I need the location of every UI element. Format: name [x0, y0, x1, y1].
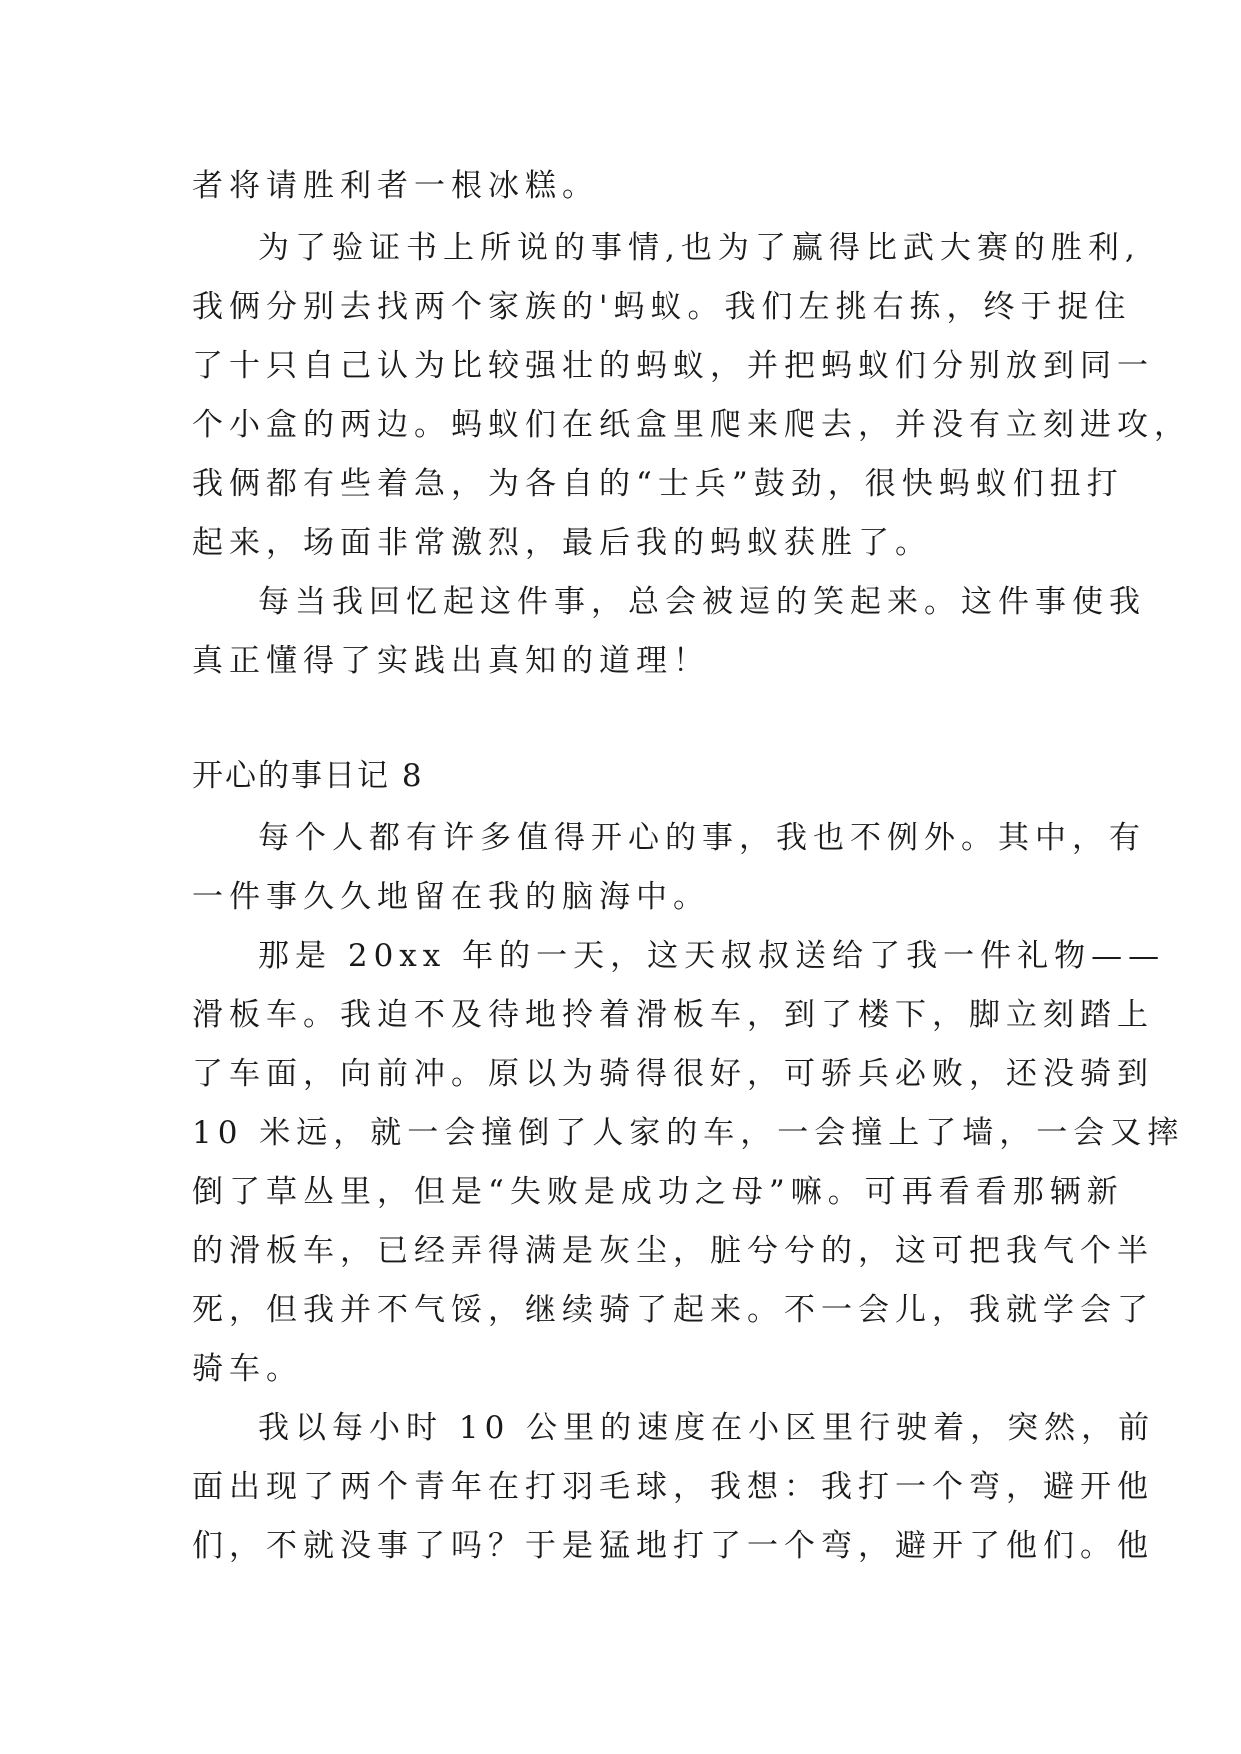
paragraph-line: 我俩都有些着急，为各自的“士兵”鼓劲，很快蚂蚁们扭打 — [192, 466, 1124, 502]
paragraph-line: 者将请胜利者一根冰糕。 — [192, 168, 599, 204]
paragraph-line: 个小盒的两边。蚂蚁们在纸盒里爬来爬去，并没有立刻进攻， — [192, 407, 1191, 443]
paragraph-line: 每当我回忆起这件事，总会被逗的笑起来。这件事使我 — [258, 584, 1146, 620]
paragraph-line: 我以每小时 10 公里的速度在小区里行驶着，突然，前 — [258, 1410, 1156, 1446]
paragraph-line: 了车面，向前冲。原以为骑得很好，可骄兵必败，还没骑到 — [192, 1056, 1154, 1092]
paragraph-line: 面出现了两个青年在打羽毛球，我想：我打一个弯，避开他 — [192, 1469, 1154, 1505]
paragraph-line: 一件事久久地留在我的脑海中。 — [192, 879, 710, 915]
paragraph-line: 的滑板车，已经弄得满是灰尘，脏兮兮的，这可把我气个半 — [192, 1233, 1154, 1269]
paragraph-line: 死，但我并不气馁，继续骑了起来。不一会儿，我就学会了 — [192, 1292, 1154, 1328]
paragraph-line: 倒了草丛里，但是“失败是成功之母”嘛。可再看看那辆新 — [192, 1174, 1124, 1210]
paragraph-line: 了十只自己认为比较强壮的蚂蚁，并把蚂蚁们分别放到同一 — [192, 348, 1154, 384]
paragraph-line: 每个人都有许多值得开心的事，我也不例外。其中，有 — [258, 820, 1146, 856]
paragraph-line: 们，不就没事了吗？于是猛地打了一个弯，避开了他们。他 — [192, 1528, 1154, 1564]
paragraph-line: 真正懂得了实践出真知的道理！ — [192, 643, 710, 679]
paragraph-line: 为了验证书上所说的事情,也为了赢得比武大赛的胜利, — [258, 230, 1141, 266]
paragraph-line: 那是 20xx 年的一天，这天叔叔送给了我一件礼物—— — [258, 938, 1166, 974]
paragraph-line: 骑车。 — [192, 1351, 303, 1387]
paragraph-line: 起来，场面非常激烈，最后我的蚂蚁获胜了。 — [192, 525, 932, 561]
paragraph-line: 我俩分别去找两个家族的'蚂蚁。我们左挑右拣，终于捉住 — [192, 289, 1132, 325]
paragraph-line: 10 米远，就一会撞倒了人家的车，一会撞上了墙，一会又摔 — [192, 1115, 1185, 1151]
paragraph-line: 滑板车。我迫不及待地拎着滑板车，到了楼下，脚立刻踏上 — [192, 997, 1154, 1033]
section-heading: 开心的事日记 8 — [192, 758, 424, 794]
